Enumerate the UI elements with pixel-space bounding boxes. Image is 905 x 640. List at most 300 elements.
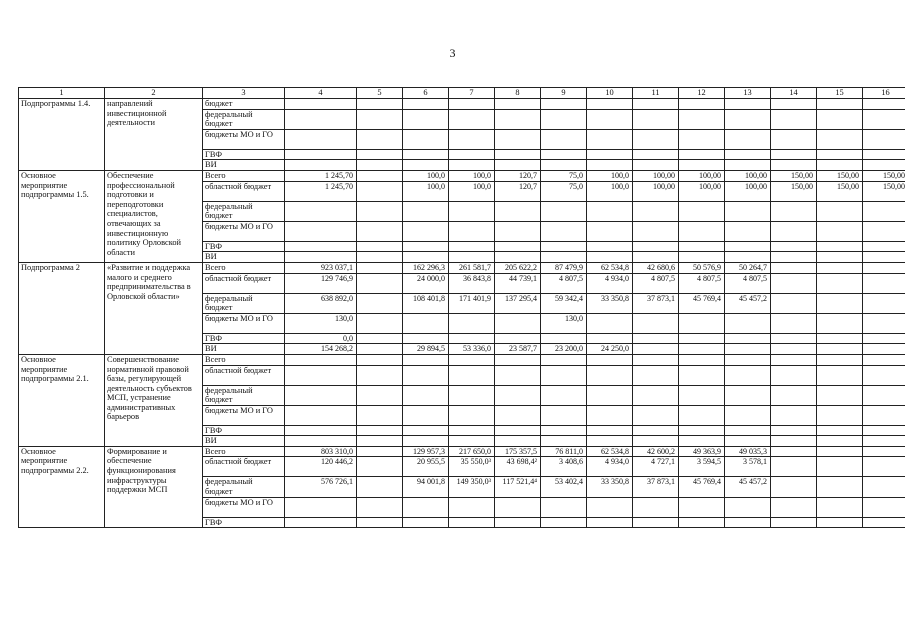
funding-source: федеральный бюджет — [203, 109, 285, 129]
value-cell — [863, 201, 905, 221]
value-cell — [285, 129, 357, 149]
column-header: 16 — [863, 88, 905, 99]
funding-source: бюджеты МО и ГО — [203, 313, 285, 333]
value-cell: 205 622,2 — [495, 262, 541, 273]
value-cell — [771, 201, 817, 221]
value-cell: 923 037,1 — [285, 262, 357, 273]
value-cell — [403, 313, 449, 333]
value-cell: 4 807,5 — [679, 273, 725, 293]
value-cell: 37 873,1 — [633, 477, 679, 497]
value-cell — [633, 425, 679, 436]
value-cell — [679, 149, 725, 160]
value-cell: 75,0 — [541, 170, 587, 181]
funding-source: ГВФ — [203, 241, 285, 252]
value-cell — [357, 333, 403, 344]
value-cell — [817, 517, 863, 528]
value-cell — [633, 221, 679, 241]
value-cell — [285, 405, 357, 425]
value-cell — [679, 160, 725, 171]
value-cell: 100,0 — [403, 181, 449, 201]
funding-source: ВИ — [203, 436, 285, 447]
value-cell — [587, 313, 633, 333]
value-cell — [495, 385, 541, 405]
value-cell — [725, 365, 771, 385]
value-cell — [771, 129, 817, 149]
value-cell — [541, 333, 587, 344]
funding-source: Всего — [203, 170, 285, 181]
value-cell: 100,0 — [449, 181, 495, 201]
value-cell — [771, 241, 817, 252]
value-cell: 162 296,3 — [403, 262, 449, 273]
value-cell — [357, 446, 403, 457]
value-cell — [817, 273, 863, 293]
value-cell: 3 594,5 — [679, 457, 725, 477]
value-cell — [587, 333, 633, 344]
value-cell — [817, 333, 863, 344]
value-cell — [863, 149, 905, 160]
value-cell — [449, 405, 495, 425]
column-header: 4 — [285, 88, 357, 99]
value-cell — [817, 293, 863, 313]
value-cell — [403, 109, 449, 129]
value-cell: 150,00 — [863, 181, 905, 201]
value-cell — [357, 477, 403, 497]
value-cell — [771, 517, 817, 528]
value-cell — [285, 497, 357, 517]
value-cell: 50 264,7 — [725, 262, 771, 273]
value-cell — [725, 149, 771, 160]
value-cell — [587, 109, 633, 129]
column-header: 11 — [633, 88, 679, 99]
value-cell — [495, 149, 541, 160]
value-cell — [285, 201, 357, 221]
program-description: Совершенствование нормативной правовой базы, регулирующей деятельность субъектов МСП, устранение административных барьеров — [105, 354, 203, 446]
value-cell — [285, 517, 357, 528]
value-cell — [771, 262, 817, 273]
value-cell: 1 245,70 — [285, 170, 357, 181]
value-cell: 129 957,3 — [403, 446, 449, 457]
value-cell — [357, 221, 403, 241]
value-cell — [633, 333, 679, 344]
value-cell — [495, 425, 541, 436]
value-cell — [357, 293, 403, 313]
value-cell: 130,0 — [541, 313, 587, 333]
funding-source: бюджеты МО и ГО — [203, 497, 285, 517]
value-cell — [817, 262, 863, 273]
value-cell — [449, 99, 495, 110]
value-cell — [771, 344, 817, 355]
value-cell: 33 350,8 — [587, 293, 633, 313]
value-cell — [863, 517, 905, 528]
value-cell — [357, 457, 403, 477]
value-cell: 150,00 — [817, 170, 863, 181]
value-cell: 149 350,0³ — [449, 477, 495, 497]
value-cell: 62 534,8 — [587, 262, 633, 273]
value-cell — [863, 221, 905, 241]
value-cell — [771, 252, 817, 263]
value-cell — [771, 109, 817, 129]
value-cell — [863, 405, 905, 425]
value-cell — [587, 385, 633, 405]
value-cell — [771, 293, 817, 313]
column-header: 13 — [725, 88, 771, 99]
value-cell — [725, 241, 771, 252]
value-cell — [863, 129, 905, 149]
value-cell — [357, 385, 403, 405]
value-cell: 150,00 — [771, 181, 817, 201]
value-cell: 4 807,5 — [633, 273, 679, 293]
value-cell — [863, 262, 905, 273]
value-cell — [633, 405, 679, 425]
value-cell — [863, 160, 905, 171]
value-cell — [357, 517, 403, 528]
value-cell — [725, 344, 771, 355]
value-cell — [863, 333, 905, 344]
value-cell — [285, 252, 357, 263]
value-cell: 130,0 — [285, 313, 357, 333]
value-cell — [541, 425, 587, 436]
value-cell — [679, 436, 725, 447]
value-cell — [449, 201, 495, 221]
value-cell: 44 739,1 — [495, 273, 541, 293]
value-cell — [771, 497, 817, 517]
value-cell — [679, 129, 725, 149]
value-cell — [449, 149, 495, 160]
value-cell — [771, 333, 817, 344]
value-cell — [725, 436, 771, 447]
value-cell — [679, 313, 725, 333]
value-cell — [541, 252, 587, 263]
value-cell — [541, 365, 587, 385]
value-cell — [817, 160, 863, 171]
value-cell: 49 363,9 — [679, 446, 725, 457]
value-cell — [285, 149, 357, 160]
value-cell — [587, 436, 633, 447]
table-row — [19, 446, 905, 457]
value-cell — [357, 344, 403, 355]
value-cell — [817, 252, 863, 263]
value-cell — [771, 160, 817, 171]
value-cell — [541, 405, 587, 425]
value-cell — [449, 333, 495, 344]
value-cell — [403, 365, 449, 385]
program-description: направлений инвестиционной деятельности — [105, 99, 203, 171]
value-cell — [633, 365, 679, 385]
value-cell — [679, 201, 725, 221]
value-cell — [449, 517, 495, 528]
column-header: 6 — [403, 88, 449, 99]
value-cell: 62 534,8 — [587, 446, 633, 457]
value-cell — [633, 241, 679, 252]
value-cell — [771, 446, 817, 457]
value-cell — [403, 425, 449, 436]
value-cell — [771, 405, 817, 425]
value-cell — [863, 457, 905, 477]
value-cell — [541, 201, 587, 221]
table-row — [19, 170, 905, 181]
value-cell — [587, 425, 633, 436]
value-cell — [449, 385, 495, 405]
value-cell — [587, 405, 633, 425]
value-cell — [771, 313, 817, 333]
value-cell — [587, 517, 633, 528]
value-cell — [495, 405, 541, 425]
value-cell — [541, 497, 587, 517]
program-name: Основное мероприятие подпрограммы 1.5. — [19, 170, 105, 262]
value-cell: 43 698,4² — [495, 457, 541, 477]
value-cell — [357, 252, 403, 263]
funding-source: Всего — [203, 354, 285, 365]
value-cell — [817, 446, 863, 457]
value-cell — [285, 425, 357, 436]
value-cell — [725, 99, 771, 110]
value-cell — [357, 109, 403, 129]
value-cell — [817, 241, 863, 252]
value-cell — [403, 149, 449, 160]
header-row — [19, 88, 905, 99]
value-cell — [725, 109, 771, 129]
value-cell: 120,7 — [495, 170, 541, 181]
value-cell — [817, 109, 863, 129]
value-cell — [633, 497, 679, 517]
value-cell — [495, 497, 541, 517]
value-cell — [817, 129, 863, 149]
value-cell — [771, 425, 817, 436]
value-cell: 20 955,5 — [403, 457, 449, 477]
value-cell — [495, 517, 541, 528]
value-cell — [817, 344, 863, 355]
value-cell — [817, 457, 863, 477]
column-header: 12 — [679, 88, 725, 99]
value-cell: 171 401,9 — [449, 293, 495, 313]
value-cell: 42 680,6 — [633, 262, 679, 273]
value-cell — [357, 262, 403, 273]
value-cell — [357, 181, 403, 201]
value-cell: 150,00 — [771, 170, 817, 181]
value-cell — [357, 129, 403, 149]
value-cell — [403, 497, 449, 517]
funding-source: ГВФ — [203, 425, 285, 436]
value-cell: 94 001,8 — [403, 477, 449, 497]
value-cell: 23 200,0 — [541, 344, 587, 355]
value-cell — [725, 405, 771, 425]
value-cell — [587, 201, 633, 221]
value-cell — [725, 517, 771, 528]
value-cell: 36 843,8 — [449, 273, 495, 293]
value-cell — [817, 405, 863, 425]
value-cell: 4 727,1 — [633, 457, 679, 477]
value-cell — [633, 129, 679, 149]
value-cell: 29 894,5 — [403, 344, 449, 355]
value-cell — [541, 385, 587, 405]
table-row — [19, 99, 905, 110]
value-cell: 100,00 — [633, 181, 679, 201]
value-cell: 117 521,4⁴ — [495, 477, 541, 497]
value-cell — [817, 201, 863, 221]
value-cell — [771, 436, 817, 447]
value-cell — [771, 99, 817, 110]
funding-source: федеральный бюджет — [203, 477, 285, 497]
funding-source: ВИ — [203, 252, 285, 263]
funding-source: Всего — [203, 446, 285, 457]
column-header: 9 — [541, 88, 587, 99]
value-cell — [633, 385, 679, 405]
value-cell — [725, 333, 771, 344]
value-cell: 175 357,5 — [495, 446, 541, 457]
column-header: 8 — [495, 88, 541, 99]
value-cell — [679, 344, 725, 355]
value-cell — [587, 129, 633, 149]
value-cell — [679, 241, 725, 252]
value-cell — [817, 365, 863, 385]
value-cell — [633, 201, 679, 221]
value-cell — [587, 497, 633, 517]
value-cell — [495, 365, 541, 385]
value-cell — [863, 354, 905, 365]
funding-source: ВИ — [203, 160, 285, 171]
funding-source: бюджеты МО и ГО — [203, 221, 285, 241]
value-cell: 59 342,4 — [541, 293, 587, 313]
value-cell — [863, 446, 905, 457]
value-cell: 129 746,9 — [285, 273, 357, 293]
value-cell — [863, 99, 905, 110]
value-cell — [541, 109, 587, 129]
value-cell: 120 446,2 — [285, 457, 357, 477]
value-cell — [403, 333, 449, 344]
value-cell: 100,00 — [633, 170, 679, 181]
value-cell — [285, 354, 357, 365]
value-cell — [771, 477, 817, 497]
value-cell — [449, 129, 495, 149]
value-cell — [403, 160, 449, 171]
value-cell: 4 807,5 — [725, 273, 771, 293]
value-cell — [771, 354, 817, 365]
value-cell — [863, 252, 905, 263]
value-cell: 76 811,0 — [541, 446, 587, 457]
value-cell — [863, 109, 905, 129]
value-cell — [357, 497, 403, 517]
value-cell — [541, 149, 587, 160]
table-row — [19, 354, 905, 365]
value-cell: 0,0 — [285, 333, 357, 344]
value-cell — [587, 252, 633, 263]
value-cell: 100,0 — [587, 170, 633, 181]
value-cell — [449, 436, 495, 447]
value-cell: 42 600,2 — [633, 446, 679, 457]
value-cell — [449, 313, 495, 333]
value-cell: 3 408,6 — [541, 457, 587, 477]
column-header: 2 — [105, 88, 203, 99]
funding-source: областной бюджет — [203, 365, 285, 385]
value-cell — [357, 99, 403, 110]
value-cell — [587, 99, 633, 110]
value-cell: 137 295,4 — [495, 293, 541, 313]
value-cell — [357, 170, 403, 181]
value-cell: 100,0 — [587, 181, 633, 201]
value-cell: 100,0 — [403, 170, 449, 181]
value-cell: 100,00 — [679, 181, 725, 201]
value-cell — [403, 405, 449, 425]
value-cell: 45 457,2 — [725, 477, 771, 497]
value-cell — [495, 313, 541, 333]
value-cell — [357, 405, 403, 425]
value-cell: 4 934,0 — [587, 273, 633, 293]
value-cell — [541, 241, 587, 252]
value-cell — [817, 425, 863, 436]
value-cell: 53 336,0 — [449, 344, 495, 355]
value-cell — [403, 129, 449, 149]
value-cell — [495, 436, 541, 447]
value-cell — [679, 497, 725, 517]
value-cell — [817, 221, 863, 241]
value-cell — [495, 129, 541, 149]
value-cell — [403, 385, 449, 405]
value-cell — [449, 497, 495, 517]
value-cell — [679, 517, 725, 528]
value-cell — [449, 425, 495, 436]
value-cell — [863, 313, 905, 333]
value-cell — [495, 201, 541, 221]
value-cell — [725, 160, 771, 171]
value-cell — [863, 425, 905, 436]
value-cell — [541, 160, 587, 171]
value-cell — [771, 365, 817, 385]
program-name: Основное мероприятие подпрограммы 2.1. — [19, 354, 105, 446]
value-cell — [357, 313, 403, 333]
value-cell — [725, 354, 771, 365]
value-cell: 150,00 — [863, 170, 905, 181]
value-cell: 50 576,9 — [679, 262, 725, 273]
value-cell — [403, 436, 449, 447]
value-cell: 33 350,8 — [587, 477, 633, 497]
value-cell — [587, 160, 633, 171]
value-cell — [817, 354, 863, 365]
value-cell — [725, 313, 771, 333]
value-cell — [863, 241, 905, 252]
value-cell: 45 769,4 — [679, 477, 725, 497]
value-cell — [679, 99, 725, 110]
value-cell: 638 892,0 — [285, 293, 357, 313]
value-cell — [403, 241, 449, 252]
value-cell — [817, 385, 863, 405]
value-cell — [357, 201, 403, 221]
value-cell — [725, 385, 771, 405]
value-cell — [633, 252, 679, 263]
value-cell — [449, 109, 495, 129]
value-cell — [541, 436, 587, 447]
value-cell — [285, 160, 357, 171]
column-header: 5 — [357, 88, 403, 99]
value-cell: 4 934,0 — [587, 457, 633, 477]
funding-source: ГВФ — [203, 149, 285, 160]
value-cell — [679, 109, 725, 129]
value-cell — [403, 221, 449, 241]
value-cell — [449, 221, 495, 241]
value-cell — [587, 241, 633, 252]
column-header: 3 — [203, 88, 285, 99]
funding-source: федеральный бюджет — [203, 201, 285, 221]
value-cell — [357, 354, 403, 365]
program-name: Подпрограмма 2 — [19, 262, 105, 354]
value-cell — [495, 333, 541, 344]
value-cell — [863, 477, 905, 497]
value-cell: 24 250,0 — [587, 344, 633, 355]
funding-source: ГВФ — [203, 333, 285, 344]
value-cell — [771, 221, 817, 241]
value-cell — [285, 241, 357, 252]
value-cell: 150,00 — [817, 181, 863, 201]
value-cell — [495, 241, 541, 252]
